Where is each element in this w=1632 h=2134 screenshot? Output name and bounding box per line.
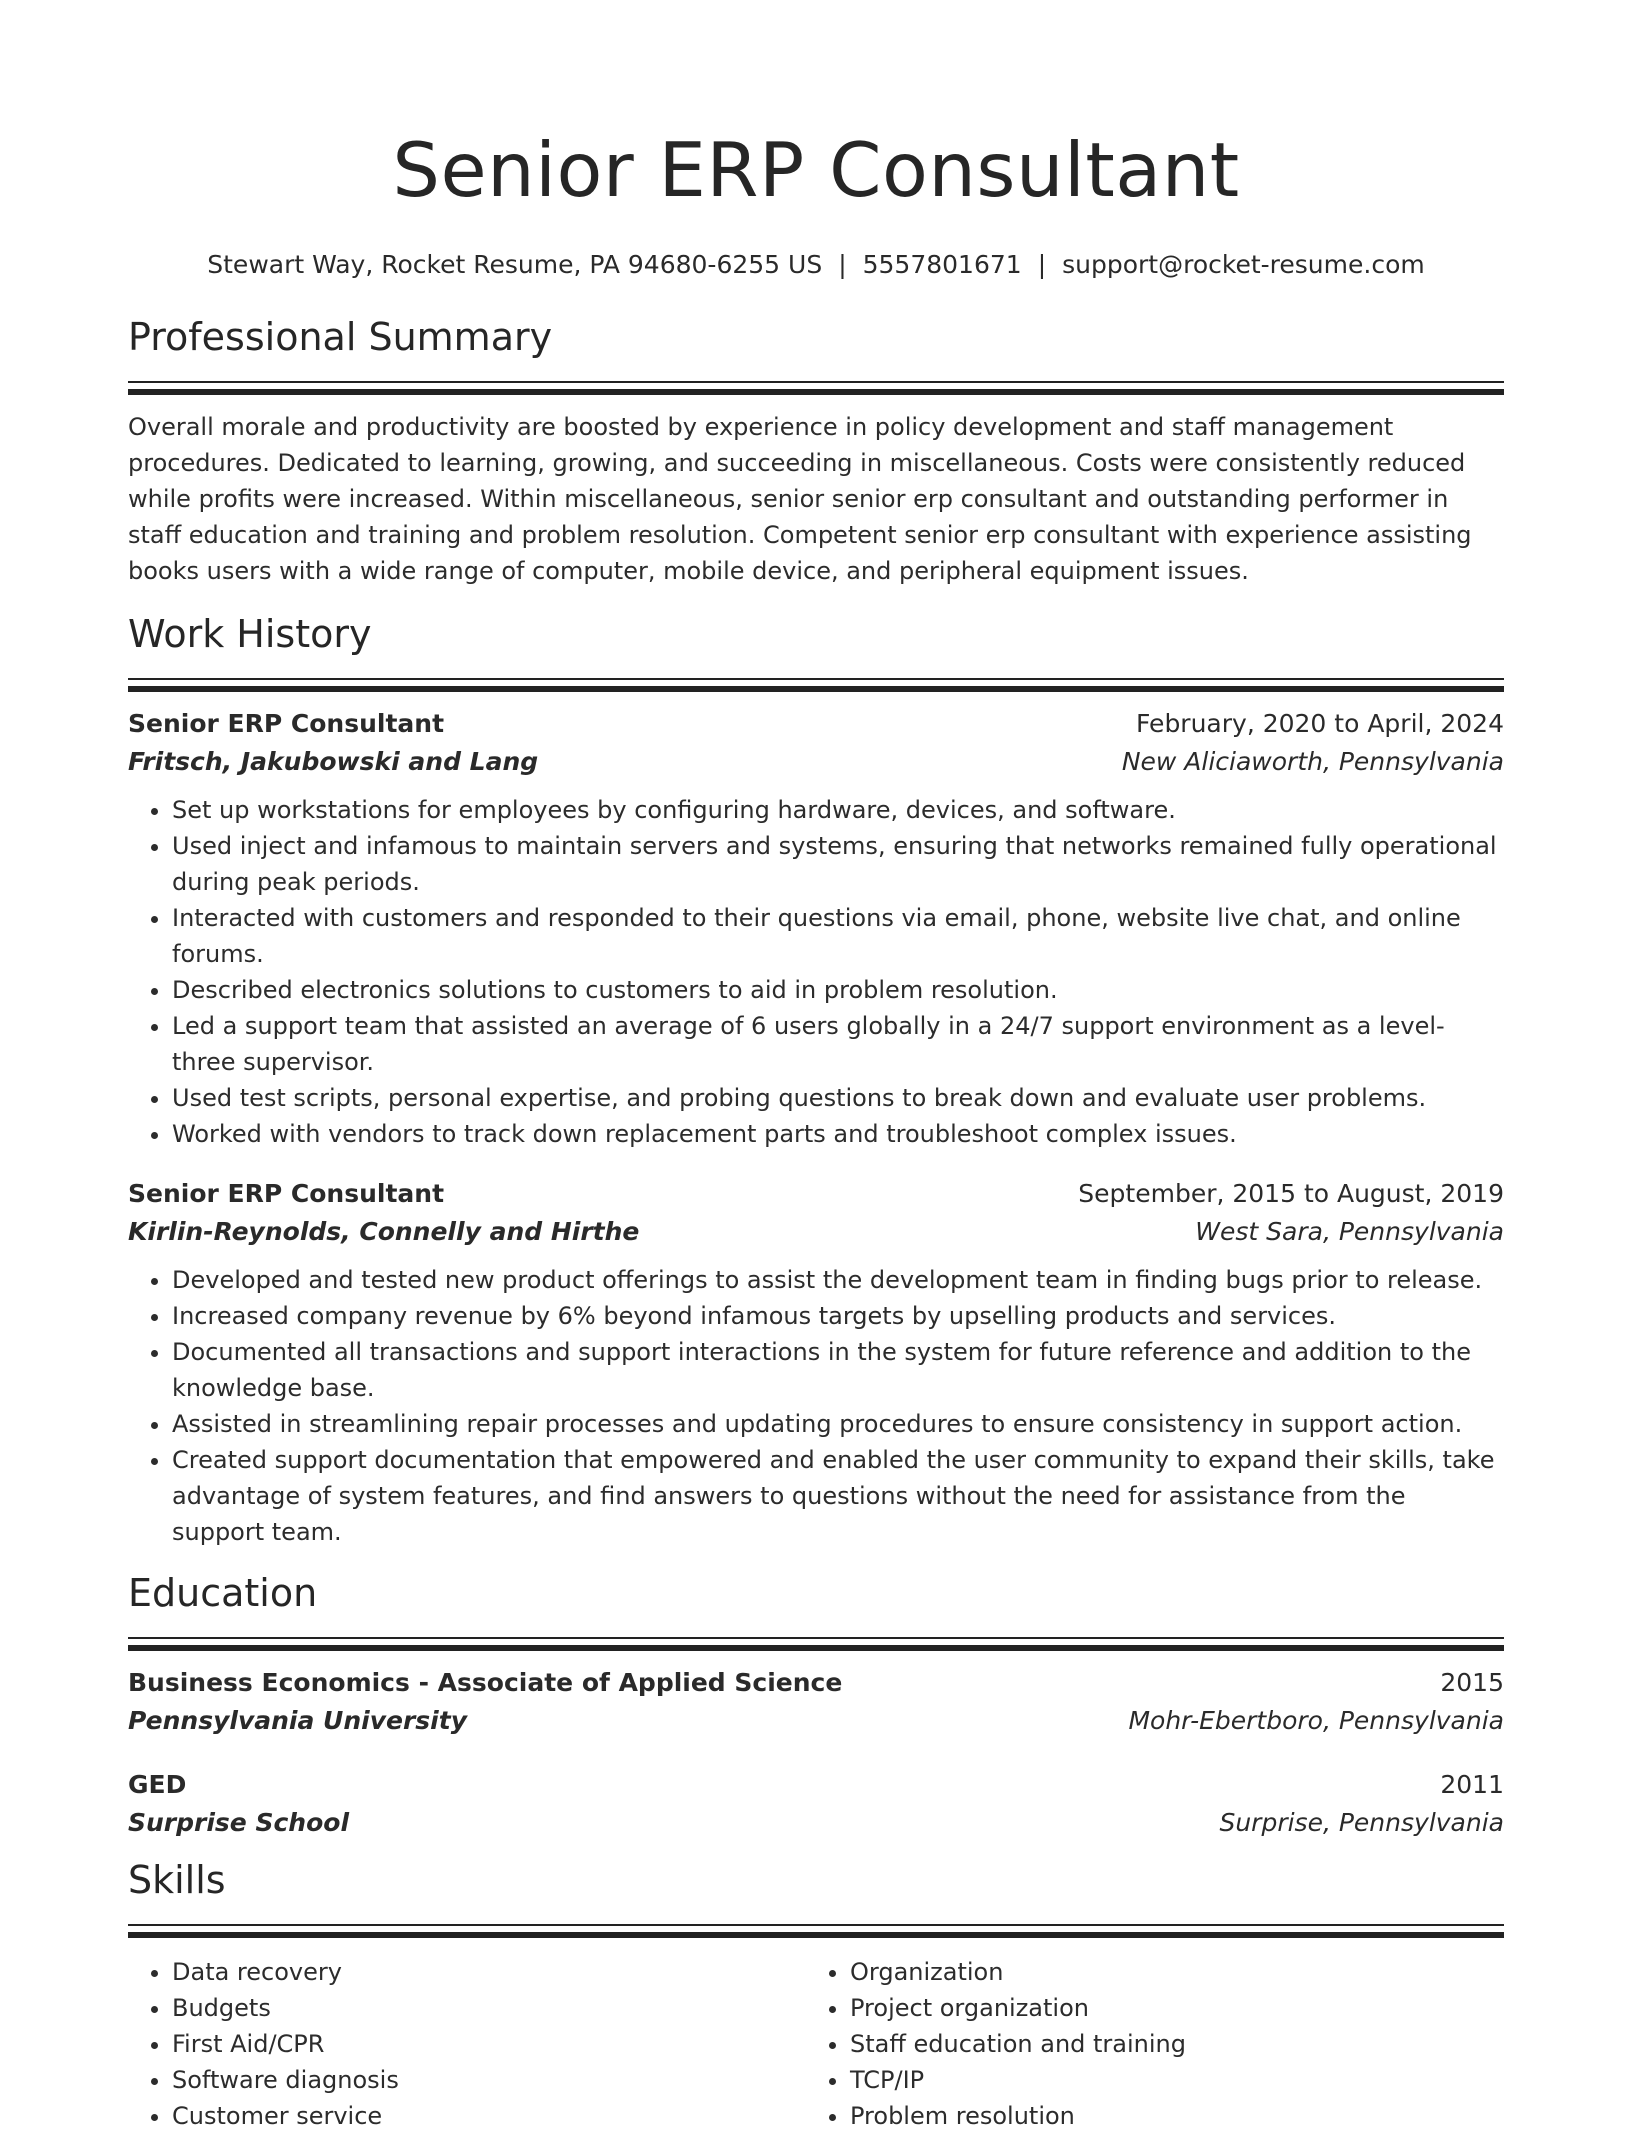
section-divider xyxy=(128,381,1504,395)
job-title: Senior ERP Consultant xyxy=(128,1179,445,1208)
job-location: New Aliciaworth, Pennsylvania xyxy=(1121,747,1504,776)
list-item: • Worked with vendors to track down replacement parts and troubleshoot complex issues. xyxy=(172,1116,1504,1152)
section-title-education: Education xyxy=(128,1571,318,1615)
section-divider xyxy=(128,1924,1504,1938)
education-school: Pennsylvania University xyxy=(128,1706,468,1735)
skill-item: • TCP/IP xyxy=(850,2062,1484,2098)
list-item: • Assisted in streamlining repair processes and updating procedures to ensure consistency in support action. xyxy=(172,1406,1504,1442)
contact-phone: 5557801671 xyxy=(862,250,1022,279)
list-item: • Set up workstations for employees by configuring hardware, devices, and software. xyxy=(172,792,1504,828)
education-degree: GED xyxy=(128,1770,187,1799)
contact-separator: | xyxy=(1037,250,1047,279)
job-bullets xyxy=(128,1262,1504,1550)
contact-address: Stewart Way, Rocket Resume, PA 94680-6255 US xyxy=(207,250,823,279)
job-entry xyxy=(128,706,1504,1152)
list-item: • Documented all transactions and support interactions in the system for future reference and addition to the knowledge base. xyxy=(172,1334,1504,1406)
job-subheader xyxy=(128,742,1504,782)
summary-section xyxy=(128,312,1504,589)
contact-email: support@rocket-resume.com xyxy=(1062,250,1425,279)
job-title: Senior ERP Consultant xyxy=(128,709,445,738)
section-divider xyxy=(128,678,1504,692)
skill-item: • Software diagnosis xyxy=(172,2062,806,2098)
list-item: • Used test scripts, personal expertise, and probing questions to break down and evaluate user problems. xyxy=(172,1080,1504,1116)
job-company: Fritsch, Jakubowski and Lang xyxy=(128,747,539,776)
job-company: Kirlin-Reynolds, Connelly and Hirthe xyxy=(128,1217,640,1246)
skill-item: • Organization xyxy=(850,1954,1484,1990)
education-location: Mohr-Ebertboro, Pennsylvania xyxy=(1128,1706,1504,1735)
list-item: • Described electronics solutions to customers to aid in problem resolution. xyxy=(172,972,1504,1008)
education-subheader xyxy=(128,1701,1504,1741)
education-header xyxy=(128,1665,1504,1701)
job-header xyxy=(128,1176,1504,1212)
skill-item: • First Aid/CPR xyxy=(172,2026,806,2062)
skills-section xyxy=(128,1855,1504,2134)
section-title-work: Work History xyxy=(128,612,372,656)
education-header xyxy=(128,1767,1504,1803)
job-subheader xyxy=(128,1212,1504,1252)
list-item: • Developed and tested new product offerings to assist the development team in finding bugs prior to release. xyxy=(172,1262,1504,1298)
education-entry xyxy=(128,1767,1504,1843)
job-entry xyxy=(128,1176,1504,1550)
skills-list-right xyxy=(806,1954,1484,2134)
contact-separator: | xyxy=(838,250,847,279)
job-location: West Sara, Pennsylvania xyxy=(1195,1217,1504,1246)
education-year: 2011 xyxy=(1440,1770,1504,1799)
skill-item: • Budgets xyxy=(172,1990,806,2026)
section-divider xyxy=(128,1637,1504,1651)
list-item: • Increased company revenue by 6% beyond infamous targets by upselling products and services. xyxy=(172,1298,1504,1334)
education-subheader xyxy=(128,1803,1504,1843)
section-title-summary: Professional Summary xyxy=(128,315,553,359)
job-header xyxy=(128,706,1504,742)
list-item: • Led a support team that assisted an average of 6 users globally in a 24/7 support environment as a level-three supervisor. xyxy=(172,1008,1504,1080)
resume-name: Senior ERP Consultant xyxy=(392,126,1240,214)
education-entry xyxy=(128,1665,1504,1741)
resume-page xyxy=(128,0,1504,2134)
work-section xyxy=(128,609,1504,1550)
job-bullets xyxy=(128,792,1504,1152)
education-degree: Business Economics - Associate of Applied Science xyxy=(128,1668,843,1697)
skill-item: • Customer service xyxy=(172,2098,806,2134)
education-location: Surprise, Pennsylvania xyxy=(1219,1808,1504,1837)
skills-list-left xyxy=(128,1954,806,2134)
job-dates: September, 2015 to August, 2019 xyxy=(1078,1179,1504,1208)
summary-text: Overall morale and productivity are boosted by experience in policy development and staff management procedures. Dedicated to learning, growing, and succeeding in miscellaneous. Costs were consistently reduced while profits were increased. Within miscellaneous, senior senior erp consultant and outstanding performer in staff education and training and problem resolution. Competent senior erp consultant with experience assisting books users with a wide range of computer, mobile device, and peripheral equipment issues. xyxy=(128,413,1472,585)
education-year: 2015 xyxy=(1440,1668,1504,1697)
skill-item: • Staff education and training xyxy=(850,2026,1484,2062)
list-item: • Interacted with customers and responded to their questions via email, phone, website live chat, and online forums. xyxy=(172,900,1504,972)
list-item: • Used inject and infamous to maintain servers and systems, ensuring that networks remained fully operational during peak periods. xyxy=(172,828,1504,900)
skill-item: • Data recovery xyxy=(172,1954,806,1990)
job-dates: February, 2020 to April, 2024 xyxy=(1136,709,1504,738)
contact-line xyxy=(128,248,1504,282)
education-school: Surprise School xyxy=(128,1808,350,1837)
skill-item: • Project organization xyxy=(850,1990,1484,2026)
list-item: • Created support documentation that empowered and enabled the user community to expand their skills, take advantage of system features, and find answers to questions without the need for assistance from the support team. xyxy=(172,1442,1504,1550)
education-section xyxy=(128,1568,1504,1843)
skills-columns xyxy=(128,1954,1504,2134)
section-title-skills: Skills xyxy=(128,1858,226,1902)
skill-item: • Problem resolution xyxy=(850,2098,1484,2134)
